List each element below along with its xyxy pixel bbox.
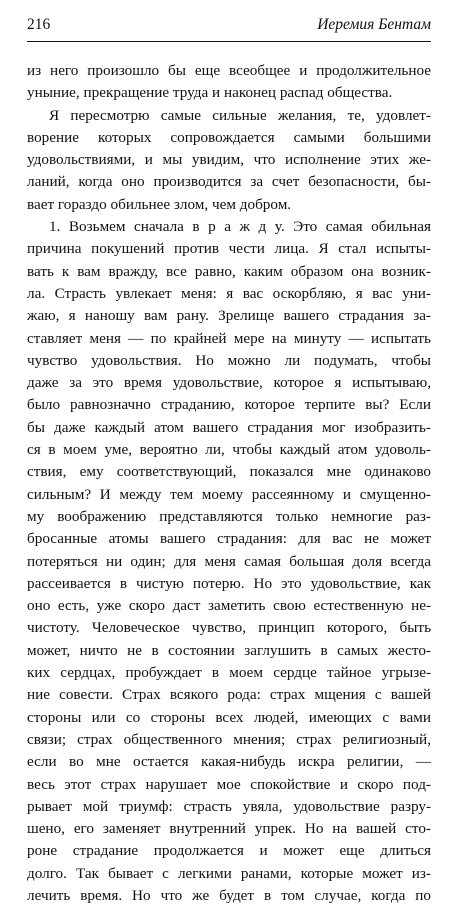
text-line: удовольствиями, и мы увидим, что исполнение этих же- bbox=[27, 151, 431, 169]
text-line: если во мне остается какая-нибудь искра религии, — bbox=[27, 753, 431, 771]
text-line: чувство удовольствия. Но можно ли подумать, чтобы bbox=[27, 351, 431, 369]
text-line: вать к вам вражду, все равно, каким образом она возник- bbox=[27, 262, 431, 280]
text-line: может, ничто не в состоянии заглушить в самых жесто- bbox=[27, 641, 431, 659]
text-line: ся в моем уме, вероятно ли, чтобы каждый атом удоволь- bbox=[27, 441, 431, 459]
text-line: ких сердцах, пробуждает в моем сердце тайное угрызе- bbox=[27, 664, 431, 682]
text-line: сильным? И между тем моему рассеянному и смущенно- bbox=[27, 485, 431, 503]
text-line: ла. Страсть увлекает меня: я вас оскорбляю, я вас уни- bbox=[27, 284, 431, 302]
text-line: ставляет меня — по крайней мере на минуту — испытать bbox=[27, 329, 431, 347]
text-line: лечить время. Но что же будет в том случае, когда по bbox=[27, 886, 431, 904]
book-page bbox=[27, 14, 431, 904]
text-line: из него произошло бы еще всеобщее и продолжительное bbox=[27, 62, 431, 79]
text-line: потеряться ни один; для меня самая большая доля всегда bbox=[27, 552, 431, 570]
text-line: весь этот страх нарушает мое спокойствие и скоро под- bbox=[27, 775, 431, 793]
text-line: жаю, я наношу вам рану. Зрелище вашего страдания за- bbox=[27, 307, 431, 325]
running-title: Иеремия Бентам bbox=[317, 16, 431, 33]
text-line: связи; страх общественного мнения; страх религиозный, bbox=[27, 730, 431, 748]
text-line: ворение которых сопровождается самыми большими bbox=[27, 128, 431, 146]
body-text bbox=[27, 60, 431, 907]
text-line: долго. Так бывает с легкими ранами, которые может из- bbox=[27, 864, 431, 882]
text-line: чистоту. Человеческое чувство, принцип которого, быть bbox=[27, 619, 431, 637]
text-line: бы даже каждый атом вашего страдания мог изобразить- bbox=[27, 418, 431, 436]
text-line: Я пересмотрю самые сильные желания, те, удовлет- bbox=[49, 106, 431, 124]
text-line: ствия, ему соответствующий, показался мне одинаково bbox=[27, 463, 431, 481]
text-line: роне страдание продолжается и может еще длиться bbox=[27, 842, 431, 860]
text-line: уныние, прекращение труда и наконец распад общества. bbox=[27, 84, 393, 102]
text-line: рывает мой триумф: страсть увяла, удовольствие разру- bbox=[27, 797, 431, 815]
text-line: даже за это время удовольствие, которое я испытываю, bbox=[27, 374, 431, 392]
text-line: 1. Возьмем сначала в р а ж д у. Это самая обильная bbox=[49, 218, 431, 236]
text-line: стороны или со стороны всех людей, имеющих с вами bbox=[27, 708, 431, 726]
text-line: шено, его заменяет внутренний упрек. Но на вашей сто- bbox=[27, 820, 431, 838]
page-number: 216 bbox=[27, 16, 51, 33]
text-line: ланий, когда оно производится за счет безопасности, бы- bbox=[27, 173, 431, 191]
text-line: оно есть, уже скоро даст заметить свою естественную не- bbox=[27, 597, 431, 615]
text-line: причина покушений против чести лица. Я стал испыты- bbox=[27, 240, 431, 258]
text-line: бросанные атомы вашего страдания: для вас не может bbox=[27, 530, 431, 548]
text-line: было равнозначно страданию, которое терпите вы? Если bbox=[27, 396, 431, 414]
text-line: ние совести. Страх всякого рода: страх мщения с вашей bbox=[27, 686, 431, 704]
text-line: му воображению представляются только немногие раз- bbox=[27, 507, 431, 525]
running-head bbox=[27, 14, 431, 36]
header-rule bbox=[27, 41, 431, 42]
text-line: вает гораздо обильнее злом, чем добром. bbox=[27, 195, 292, 213]
text-line: рассеивается в чистую потерю. Но это удовольствие, как bbox=[27, 574, 431, 592]
